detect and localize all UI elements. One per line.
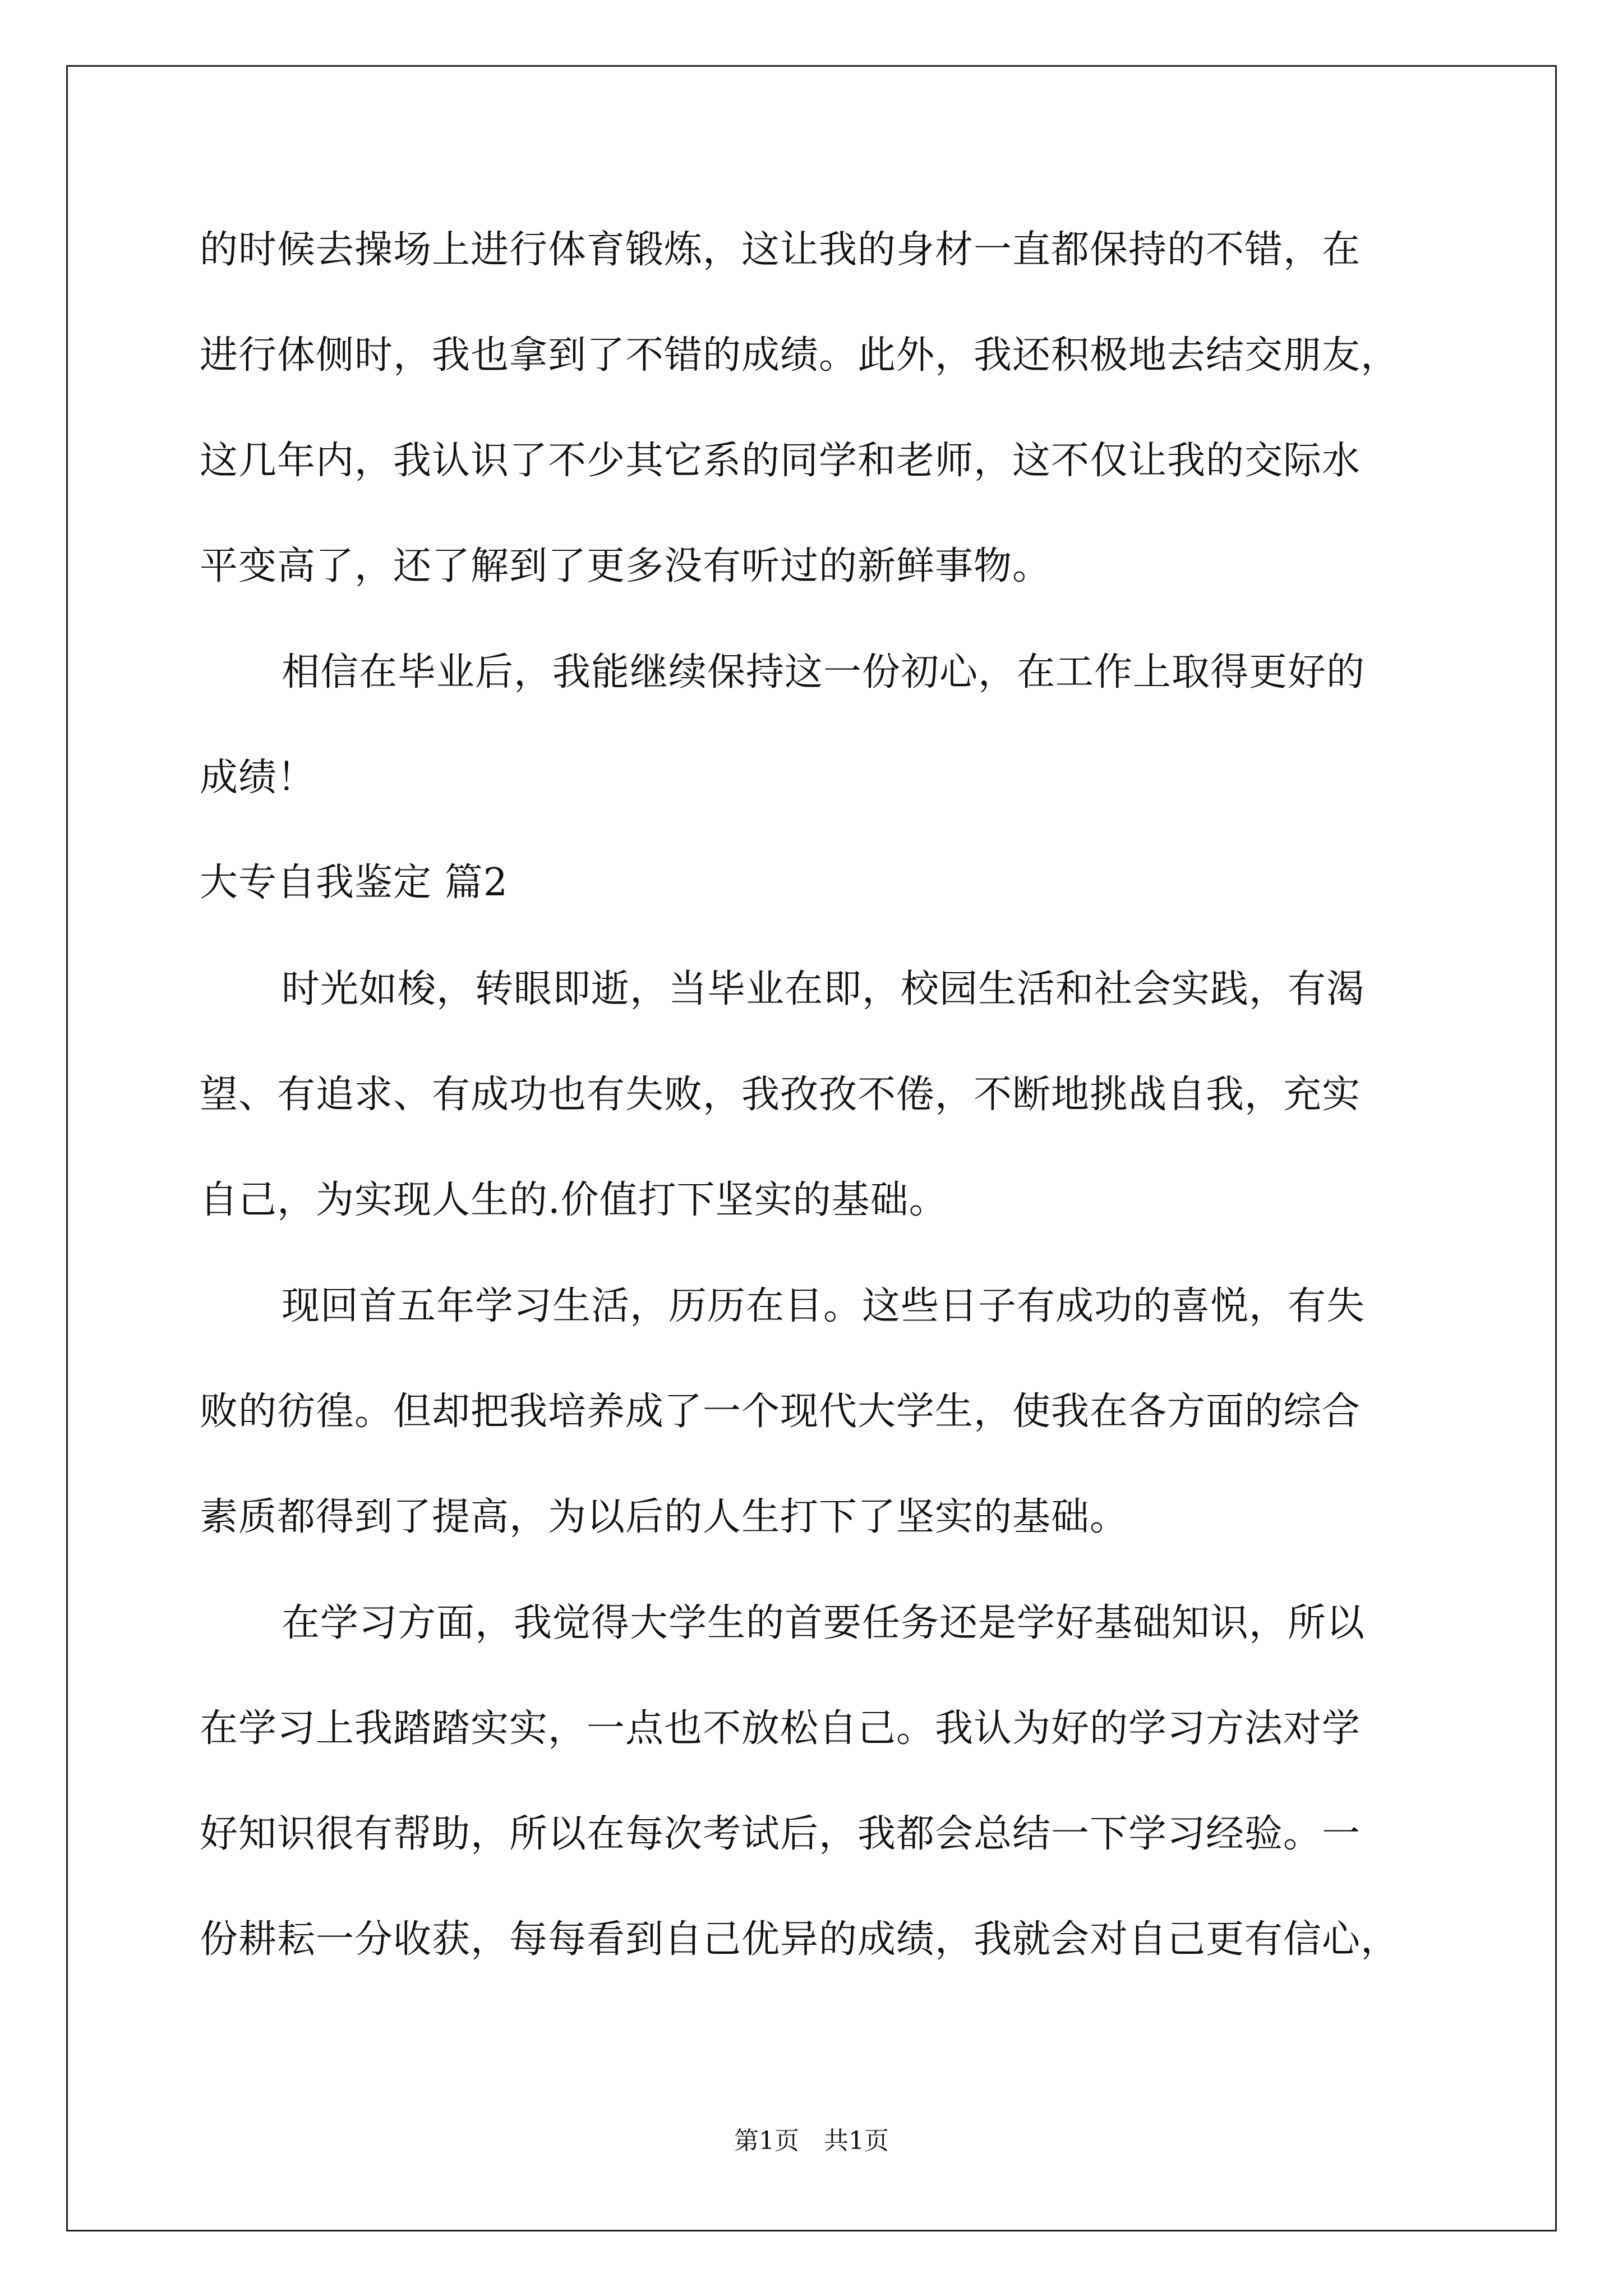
text-line: 的时候去操场上进行体育锻炼，这让我的身材一直都保持的不错，在 [200,228,1361,272]
text-line: 自己，为实现人生的.价值打下坚实的基础。 [200,1178,948,1222]
text-line: 现回首五年学习生活，历历在目。这些日子有成功的喜悦，有失 [282,1284,1366,1328]
text-line: 在学习上我踏踏实实，一点也不放松自己。我认为好的学习方法对学 [200,1706,1361,1751]
text-line: 素质都得到了提高，为以后的人生打下了坚实的基础。 [200,1495,1129,1539]
text-line: 在学习方面，我觉得大学生的首要任务还是学好基础知识，所以 [282,1601,1366,1645]
text-line: 相信在毕业后，我能继续保持这一份初心，在工作上取得更好的 [282,650,1366,694]
text-line: 份耕耘一分收获，每每看到自己优异的成绩，我就会对自己更有信心， [200,1917,1400,1962]
text-line: 进行体侧时，我也拿到了不错的成绩。此外，我还积极地去结交朋友， [200,333,1400,378]
text-line: 望、有追求、有成功也有失败，我孜孜不倦，不断地挑战自我，充实 [200,1073,1361,1117]
text-line: 成绩！ [200,756,316,800]
page-footer: 第1页 共1页 [734,2127,889,2155]
section-heading: 大专自我鉴定 篇2 [200,861,508,905]
text-line: 这几年内，我认识了不少其它系的同学和老师，这不仅让我的交际水 [200,439,1361,483]
text-line: 时光如梭，转眼即逝，当毕业在即，校园生活和社会实践，有渴 [282,967,1366,1011]
page-border [66,65,1557,2231]
text-line: 平变高了，还了解到了更多没有听过的新鲜事物。 [200,544,1052,588]
text-line: 败的彷徨。但却把我培养成了一个现代大学生，使我在各方面的综合 [200,1389,1361,1434]
text-line: 好知识很有帮助，所以在每次考试后，我都会总结一下学习经验。一 [200,1812,1361,1856]
